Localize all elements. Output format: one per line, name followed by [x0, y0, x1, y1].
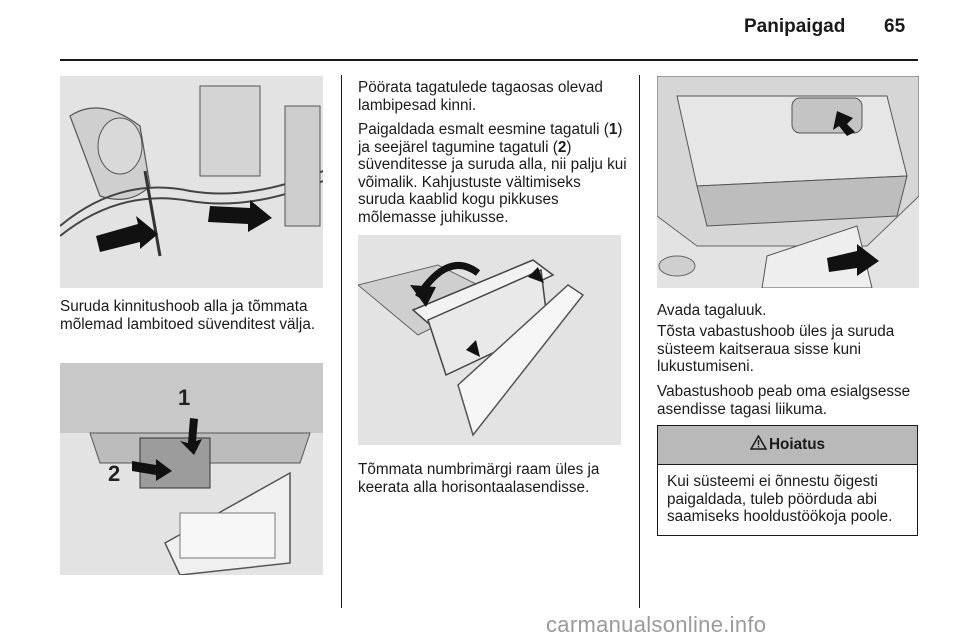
instruction-pull-plate-frame: Tõmmata numbrimärgi raam üles ja keerata alla horisontaalasendisse. [358, 461, 600, 496]
header-divider [60, 59, 918, 61]
lamp-installation-illustration [60, 363, 323, 575]
tailgate-illustration [657, 76, 919, 288]
instruction-pull-lamp-holders: Suruda kinnitushoob alla ja tõmmata mõlemad lambitoed süvenditest välja. [60, 298, 316, 333]
column-divider-left [341, 75, 342, 608]
instruction-install-lamps-part-c: ) süvenditesse ja suruda alla, nii palju kui võimalik. Kahjustuste vältimiseks suruda kaablid kogu pikkuses mõlemasse juhikusse. [358, 138, 627, 226]
instruction-install-lamps [358, 121, 630, 226]
instruction-install-lamps-part-b: ) ja seejärel tagumine tagatuli ( [358, 121, 623, 156]
warning-box [657, 425, 918, 536]
instruction-rotate-sockets: Pöörata tagatulede tagaosas olevad lambipesad kinni. [358, 79, 603, 114]
callout-2: 2 [108, 461, 121, 486]
callout-1: 1 [178, 385, 191, 410]
ref-1: 1 [608, 121, 618, 138]
warning-text: Kui süsteemi ei õnnestu õigesti paigaldada, tuleb pöörduda abi saamiseks hooldustöökoja poole. [667, 473, 893, 525]
instruction-lift-release-lever: Tõsta vabastushoob üles ja suruda süsteem kaitseraua sisse kuni lukustumiseni. [657, 323, 895, 375]
warning-header [658, 426, 917, 465]
ref-2: 2 [557, 138, 567, 156]
warning-triangle-icon [750, 435, 767, 455]
lamp-holder-illustration [60, 76, 323, 288]
instruction-open-tailgate: Avada tagaluuk. [657, 302, 767, 319]
column-divider-right [639, 75, 640, 608]
warning-title: Hoiatus [768, 436, 826, 453]
plate-frame-illustration [358, 235, 621, 445]
page-title: Panipaigad [744, 16, 846, 37]
watermark: carmanualsonline.info [546, 612, 767, 637]
page-number: 65 [884, 16, 906, 37]
instruction-lever-return: Vabastushoob peab oma esialgsesse asendisse tagasi liikuma. [657, 383, 911, 418]
instruction-install-lamps-part-a: Paigaldada esmalt eesmine tagatuli ( [358, 121, 609, 138]
